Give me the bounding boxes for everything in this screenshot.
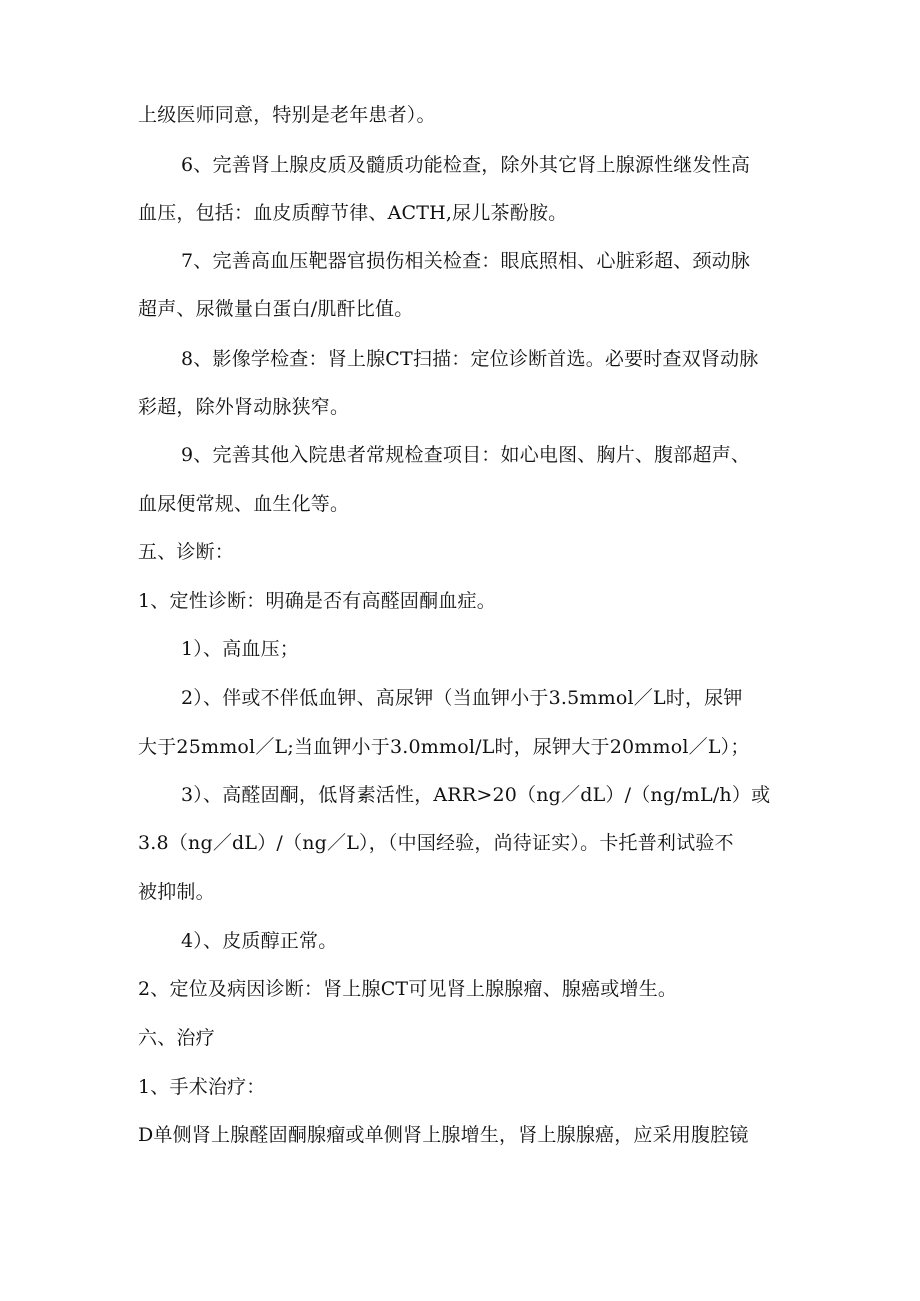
section-heading: 六、治疗 [138, 1027, 215, 1049]
text-line: 超声、尿微量白蛋白/肌酐比值。 [138, 298, 414, 320]
text-line: 1、手术治疗： [138, 1076, 266, 1098]
text-line: 1、定性诊断：明确是否有高醛固酮血症。 [138, 590, 496, 612]
text-line: 血压，包括：血皮质醇节律、ACTH,尿儿茶酚胺。 [138, 202, 568, 224]
text-line: 3.8（ng／dL）/（ng／L），（中国经验，尚待证实）。卡托普利试验不 [138, 832, 734, 854]
text-line: 8、影像学检查：肾上腺CT扫描：定位诊断首选。必要时查双肾动脉 [181, 348, 759, 370]
text-line: 4）、皮质醇正常。 [181, 930, 338, 952]
text-line: 2、定位及病因诊断：肾上腺CT可见肾上腺腺瘤、腺癌或增生。 [138, 978, 678, 1000]
text-line: 血尿便常规、血生化等。 [138, 493, 350, 515]
text-line: 1）、高血压； [181, 638, 299, 660]
text-line: 彩超，除外肾动脉狭窄。 [138, 396, 350, 418]
text-line: 被抑制。 [138, 881, 215, 903]
text-line: D单侧肾上腺醛固酮腺瘤或单侧肾上腺增生，肾上腺腺癌，应采用腹腔镜 [138, 1124, 749, 1146]
text-line: 大于25mmol／L;当血钾小于3.0mmol/L时，尿钾大于20mmol／L）； [138, 736, 750, 758]
text-line: 2）、伴或不伴低血钾、高尿钾（当血钾小于3.5mmol／L时，尿钾 [181, 687, 743, 709]
section-heading: 五、诊断： [138, 541, 235, 563]
text-line: 7、完善高血压靶器官损伤相关检查：眼底照相、心脏彩超、颈动脉 [181, 250, 751, 272]
text-line: 3）、高醛固酮，低肾素活性，ARR>20（ng／dL）/（ng/mL/h）或 [181, 784, 771, 806]
text-line: 上级医师同意，特别是老年患者）。 [138, 104, 436, 126]
text-line: 6、完善肾上腺皮质及髓质功能检查，除外其它肾上腺源性继发性高 [181, 154, 751, 176]
text-line: 9、完善其他入院患者常规检查项目：如心电图、胸片、腹部超声、 [181, 444, 751, 466]
